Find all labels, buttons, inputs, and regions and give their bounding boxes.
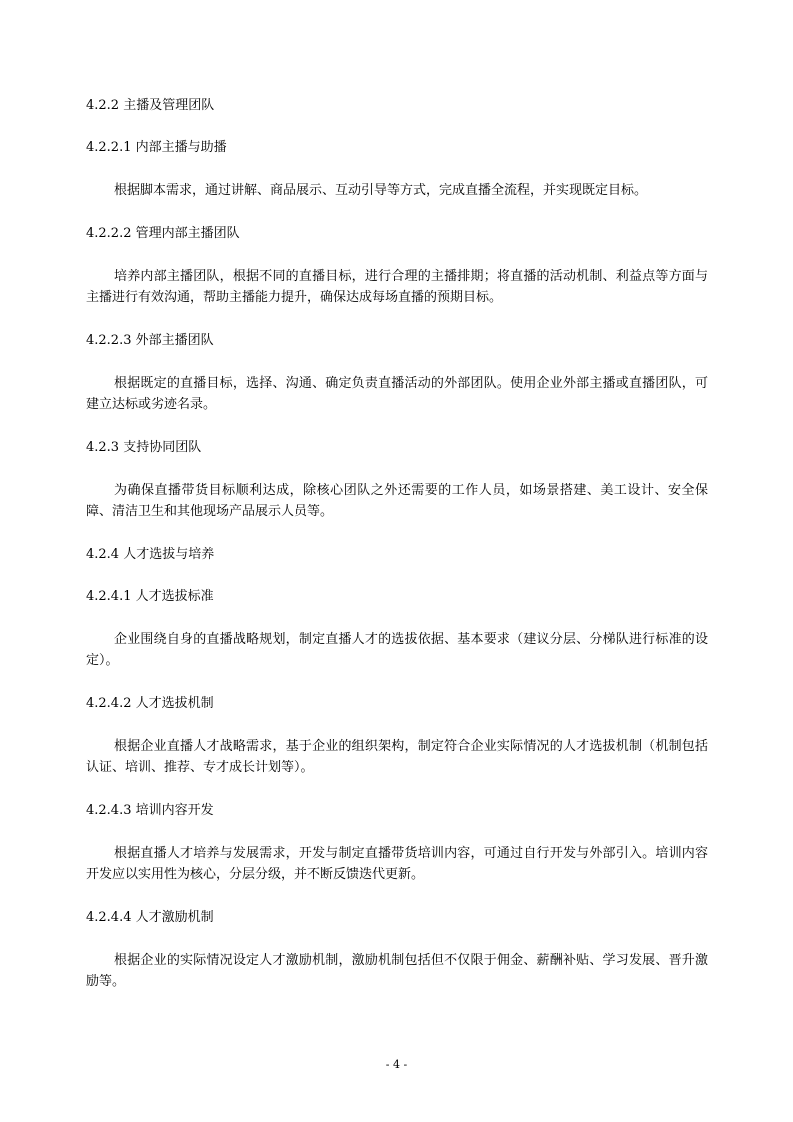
page-number: - 4 -: [385, 1058, 408, 1071]
section-heading-4-2-4-3: 4.2.4.3 培训内容开发: [86, 803, 214, 818]
section-heading-4-2-2-3: 4.2.2.3 外部主播团队: [86, 333, 214, 348]
section-heading-4-2-2-2: 4.2.2.2 管理内部主播团队: [86, 226, 240, 241]
section-heading-4-2-4-4: 4.2.4.4 人才激励机制: [86, 910, 214, 925]
paragraph-4-2-2-3: 根据既定的直播目标，选择、沟通、确定负责直播活动的外部团队。使用企业外部主播或直播团队，可建立达标或劣迹名录。: [86, 376, 708, 412]
section-heading-4-2-4: 4.2.4 人才选拔与培养: [86, 547, 215, 562]
paragraph-4-2-4-2: 根据企业直播人才战略需求，基于企业的组织架构，制定符合企业实际情况的人才选拔机制（机制包括认证、培训、推荐、专才成长计划等）。: [86, 739, 708, 775]
paragraph-4-2-2-2: 培养内部主播团队，根据不同的直播目标，进行合理的主播排期；将直播的活动机制、利益点等方面与主播进行有效沟通，帮助主播能力提升，确保达成每场直播的预期目标。: [86, 269, 708, 305]
section-heading-4-2-4-2: 4.2.4.2 人才选拔机制: [86, 696, 214, 711]
document-body: [86, 96, 708, 1015]
paragraph-4-2-4-3: 根据直播人才培养与发展需求，开发与制定直播带货培训内容，可通过自行开发与外部引入。培训内容开发应以实用性为核心，分层分级，并不断反馈迭代更新。: [86, 846, 708, 882]
paragraph-4-2-2-1: 根据脚本需求，通过讲解、商品展示、互动引导等方式，完成直播全流程，并实现既定目标。: [114, 183, 648, 198]
section-heading-4-2-3: 4.2.3 支持协同团队: [86, 440, 202, 455]
paragraph-4-2-4-1: 企业围绕自身的直播战略规划，制定直播人才的选拔依据、基本要求（建议分层、分梯队进行标准的设定）。: [86, 632, 708, 668]
section-heading-4-2-2: 4.2.2 主播及管理团队: [86, 98, 215, 113]
section-heading-4-2-2-1: 4.2.2.1 内部主播与助播: [86, 140, 227, 155]
paragraph-4-2-3: 为确保直播带货目标顺利达成，除核心团队之外还需要的工作人员，如场景搭建、美工设计、安全保障、清洁卫生和其他现场产品展示人员等。: [86, 483, 708, 519]
section-heading-4-2-4-1: 4.2.4.1 人才选拔标准: [86, 589, 214, 604]
paragraph-4-2-4-4: 根据企业的实际情况设定人才激励机制，激励机制包括但不仅限于佣金、薪酬补贴、学习发展、晋升激励等。: [86, 953, 708, 989]
